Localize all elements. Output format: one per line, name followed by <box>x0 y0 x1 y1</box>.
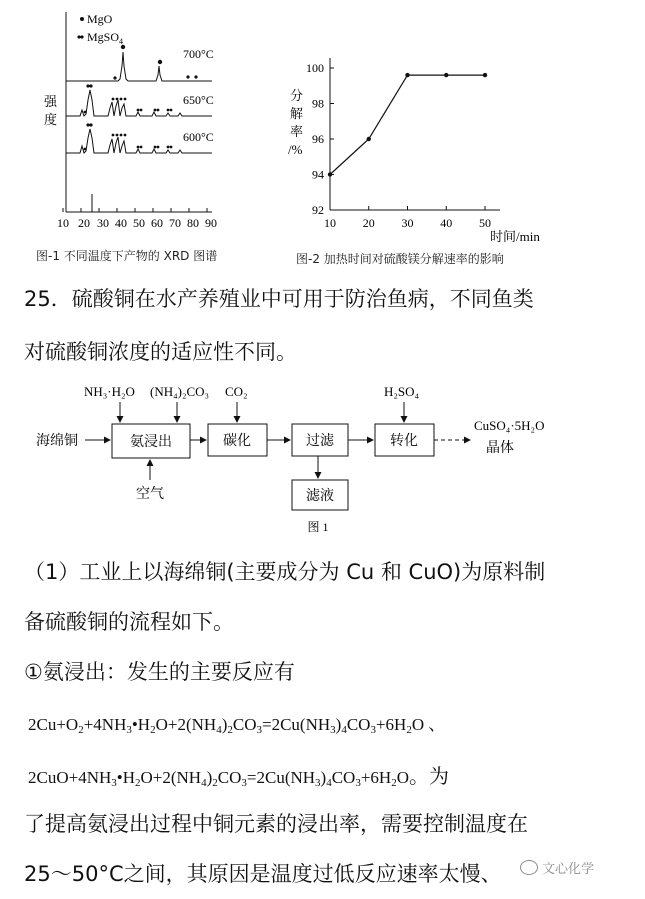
product-label-1: CuSO₄·5H₂O <box>474 418 545 433</box>
box4-label: 转化 <box>390 434 418 449</box>
air-label: 空气 <box>136 487 164 502</box>
xrd-xtick: 20 <box>78 216 90 230</box>
legend-mgo-dot <box>80 17 84 21</box>
rate-ylabel-char: 分 <box>290 88 304 103</box>
rate-xtick-label: 10 <box>324 216 336 230</box>
equation-2: $2CuO+4NH_3•H_2O+2(NH_4)_2CO_3=2Cu(NH_3)_4CO_3+6H_2O$。为 <box>28 764 449 789</box>
reagent-nh4: (NH₄)₂CO₃ <box>150 384 210 399</box>
rate-ytick-label: 92 <box>312 203 324 217</box>
xrd-xtick: 10 <box>57 216 69 230</box>
rate-ylabel-char: /% <box>288 142 303 157</box>
rate-ylabel-char: 解 <box>290 106 304 121</box>
rate-points <box>328 73 487 177</box>
legend-mgso4-dot-b <box>80 35 83 38</box>
rate-xtick-label: 50 <box>479 216 491 230</box>
p2: ①氨浸出：发生的主要反应有 <box>24 660 295 684</box>
rate-ylabel-char: 率 <box>290 124 304 139</box>
legend-mgso4-dot-a <box>77 35 80 38</box>
p1-line2: 备硫酸铜的流程如下。 <box>24 610 234 634</box>
xrd-ylabel-1: 强 <box>44 94 58 109</box>
xrd-mgso4-markers <box>84 84 173 150</box>
xrd-xtick: 40 <box>115 216 127 230</box>
xrd-xtick: 50 <box>133 216 145 230</box>
rate-xtick-label: 30 <box>401 216 414 230</box>
rate-chart <box>270 40 570 250</box>
rate-xtick-label: 20 <box>362 216 375 230</box>
flow-diagram <box>0 370 645 540</box>
label-700: 700°C <box>183 47 214 61</box>
reagent-h2so4: H₂SO₄ <box>384 384 420 399</box>
product-label-2: 晶体 <box>486 441 514 456</box>
rate-xlabel: 时间/min <box>490 229 540 244</box>
p3-line1: 了提高氨浸出过程中铜元素的浸出率，需要控制温度在 <box>24 812 528 836</box>
watermark <box>520 858 594 877</box>
xrd-xtick-labels <box>57 216 217 230</box>
rate-caption: 图-2 加热时间对硫酸镁分解速率的影响 <box>296 252 504 266</box>
legend-mgo: MgO <box>87 12 113 26</box>
rate-ytick-label: 96 <box>312 132 324 146</box>
label-600: 600°C <box>183 130 214 144</box>
input-label: 海绵铜 <box>36 434 78 449</box>
equation-1: $2Cu+O_2+4NH_3•H_2O+2(NH_4)_2CO_3=2Cu(NH_3)_4CO_3+6H_2O$ 、 <box>28 715 446 736</box>
watermark-text: 文心化学 <box>542 862 595 877</box>
box5-label: 滤液 <box>306 489 334 504</box>
p3-line2: 25～50°C之间，其原因是温度过低反应速率太慢、 <box>24 862 502 886</box>
rate-data-point <box>483 73 487 77</box>
rate-ytick-label: 98 <box>312 96 324 111</box>
eq2-suffix: 。为 <box>409 764 449 788</box>
rate-ytick-label: 94 <box>312 167 324 182</box>
xrd-xtick: 70 <box>169 216 181 230</box>
label-650: 650°C <box>183 93 214 107</box>
rate-data-point <box>444 73 448 77</box>
xrd-xtick: 30 <box>97 216 109 230</box>
wechat-icon <box>520 860 538 875</box>
xrd-xtick: 90 <box>205 216 217 230</box>
xrd-caption: 图-1 不同温度下产物的 XRD 图谱 <box>36 249 218 263</box>
legend-mgso4: MgSO$_4$ <box>87 30 124 46</box>
p1-line1: （1）工业上以海绵铜(主要成分为 Cu 和 CuO)为原料制 <box>24 560 546 584</box>
rate-ytick-label: 100 <box>306 61 324 75</box>
box2-label: 碳化 <box>223 434 251 449</box>
rate-series-line <box>330 75 485 174</box>
q25-line2: 对硫酸铜浓度的适应性不同。 <box>24 340 297 364</box>
box3-label: 过滤 <box>306 434 334 449</box>
rate-data-point <box>328 172 332 176</box>
reagent-nh3: NH₃·H₂O <box>84 384 135 399</box>
flow-caption: 图 1 <box>307 520 329 534</box>
rate-ticks <box>306 61 491 230</box>
xrd-tick-marks <box>63 208 207 212</box>
xrd-figure <box>0 0 260 240</box>
rate-ylabel <box>288 88 303 157</box>
xrd-ylabel-2: 度 <box>44 112 58 127</box>
rate-xtick-label: 40 <box>440 216 453 230</box>
xrd-xtick: 80 <box>187 216 199 230</box>
eq1-suffix: 、 <box>428 715 446 735</box>
box1-label: 氨浸出 <box>130 435 172 450</box>
xrd-xtick: 60 <box>151 216 163 230</box>
rate-data-point <box>367 137 371 141</box>
reagent-co2: CO₂ <box>225 384 248 399</box>
rate-data-point <box>405 73 409 77</box>
q25-line1: 25．硫酸铜在水产养殖业中可用于防治鱼病，不同鱼类 <box>24 287 534 311</box>
